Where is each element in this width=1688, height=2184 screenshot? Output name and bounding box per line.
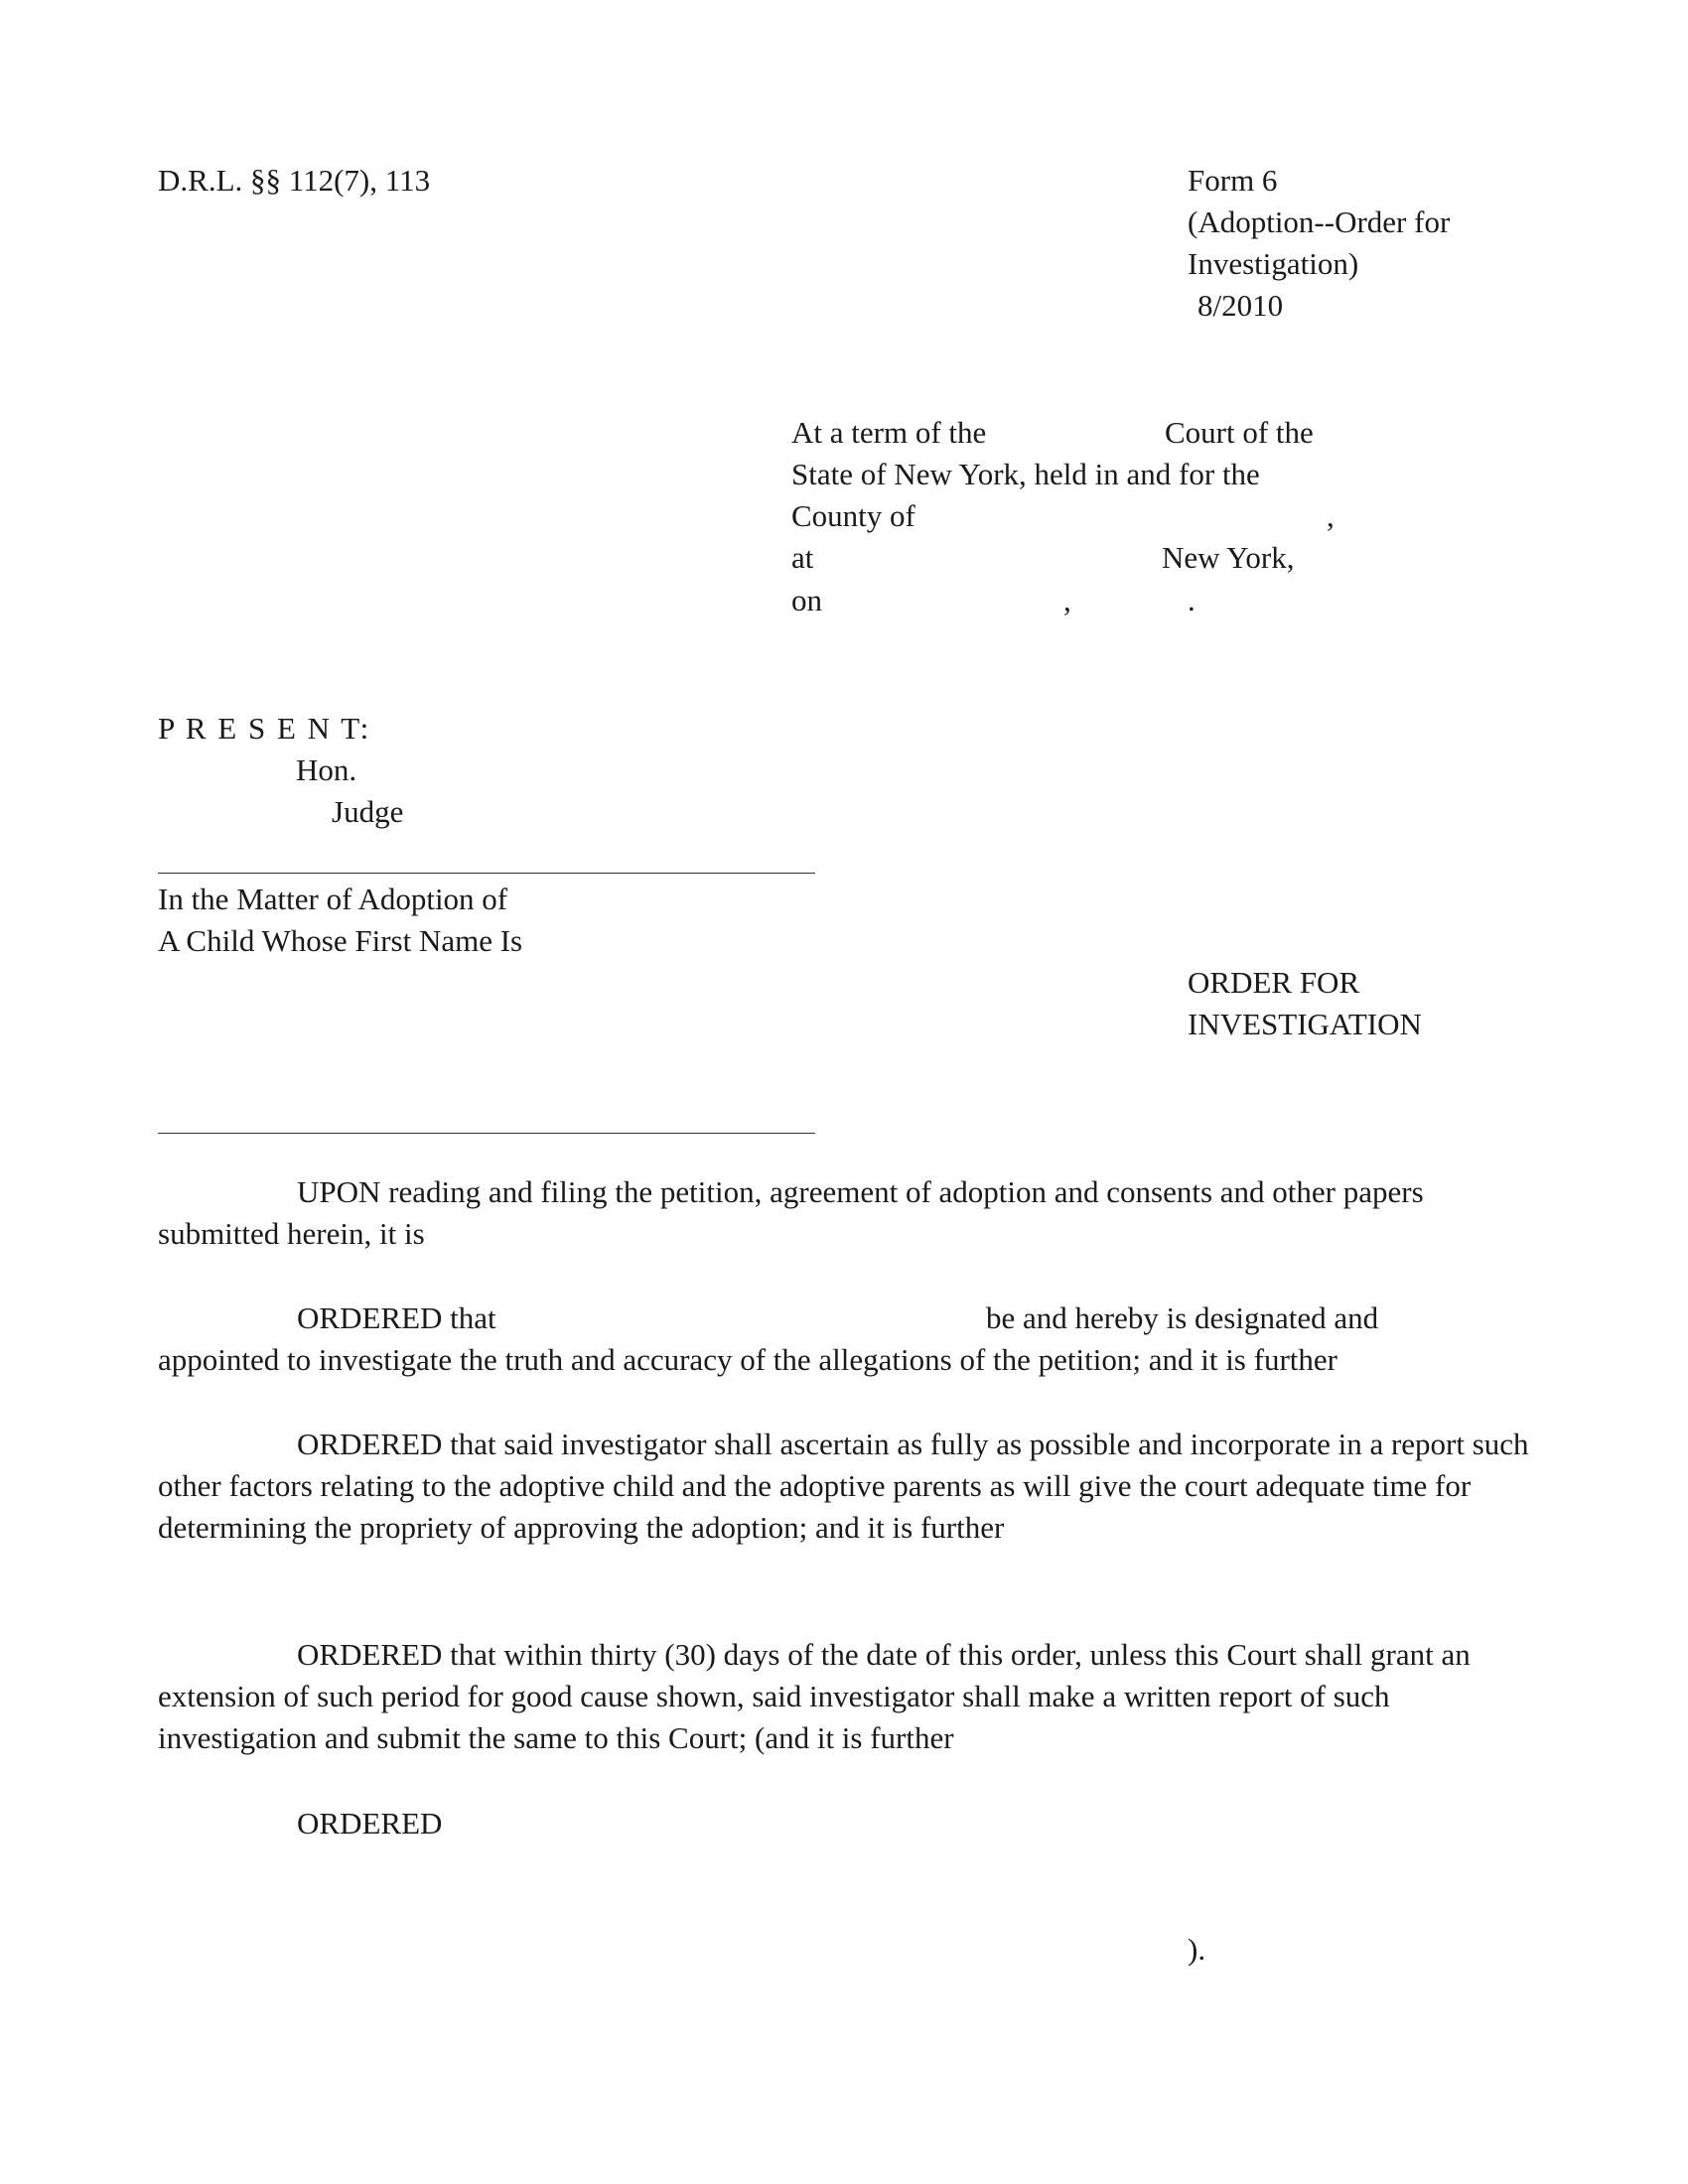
paragraph-ordered-ascertain-text: ORDERED that said investigator shall ascertain as fully as possible and incorporate in a report such other factors relating to the adoptive child and the adoptive parents as will give the court adequate time for determining the propriety of approving the adoption; and it is further — [158, 1427, 1529, 1545]
closing-parenthesis: ). — [1188, 1932, 1206, 1967]
term-line-4-right: New York, — [1162, 540, 1295, 575]
form-title-line-2: Investigation) — [1188, 246, 1359, 281]
term-line-3-left: County of — [791, 498, 915, 533]
term-line-4-left: at — [791, 540, 814, 575]
form-revision-date: 8/2010 — [1197, 288, 1284, 323]
paragraph-ordered-final: ORDERED — [297, 1806, 443, 1841]
term-line-1-right: Court of the — [1165, 415, 1314, 450]
term-line-3-comma: , — [1327, 498, 1335, 533]
paragraph-ordered-thirty-days — [158, 1634, 1498, 1759]
paragraph-upon-reading — [158, 1171, 1538, 1255]
caption-line-2: A Child Whose First Name Is — [158, 923, 523, 958]
document-title-line-1: ORDER FOR — [1188, 965, 1360, 1000]
term-line-2: State of New York, held in and for the — [791, 457, 1260, 491]
present-label: P R E S E N T: — [158, 711, 371, 746]
caption-top-rule — [158, 873, 815, 874]
statute-citation: D.R.L. §§ 112(7), 113 — [158, 163, 431, 198]
paragraph-ordered-thirty-days-text: ORDERED that within thirty (30) days of the date of this order, unless this Court shall grant an extension of such period for good cause shown, said investigator shall make a written report of such investigation and submit the same to this Court; (and it is further — [158, 1637, 1471, 1755]
caption-line-1: In the Matter of Adoption of — [158, 882, 508, 916]
ordered-designation-rest: appointed to investigate the truth and accuracy of the allegations of the petition; and it is further — [158, 1342, 1337, 1377]
term-line-5-comma: , — [1063, 583, 1071, 617]
paragraph-ordered-ascertain — [158, 1424, 1533, 1549]
document-title-line-2: INVESTIGATION — [1188, 1007, 1422, 1041]
ordered-designation-mid: be and hereby is designated and — [986, 1300, 1379, 1335]
term-line-5-left: on — [791, 583, 822, 617]
paragraph-upon-reading-text: UPON reading and filing the petition, agreement of adoption and consents and other papers submitted herein, it is — [158, 1174, 1424, 1251]
form-number: Form 6 — [1188, 163, 1278, 198]
ordered-designation-start: ORDERED that — [297, 1300, 496, 1335]
term-line-5-period: . — [1188, 583, 1196, 617]
present-hon: Hon. — [296, 752, 357, 787]
form-title-line-1: (Adoption--Order for — [1188, 205, 1451, 239]
caption-bottom-rule — [158, 1133, 815, 1134]
present-judge: Judge — [332, 794, 404, 829]
term-line-1-left: At a term of the — [791, 415, 987, 450]
